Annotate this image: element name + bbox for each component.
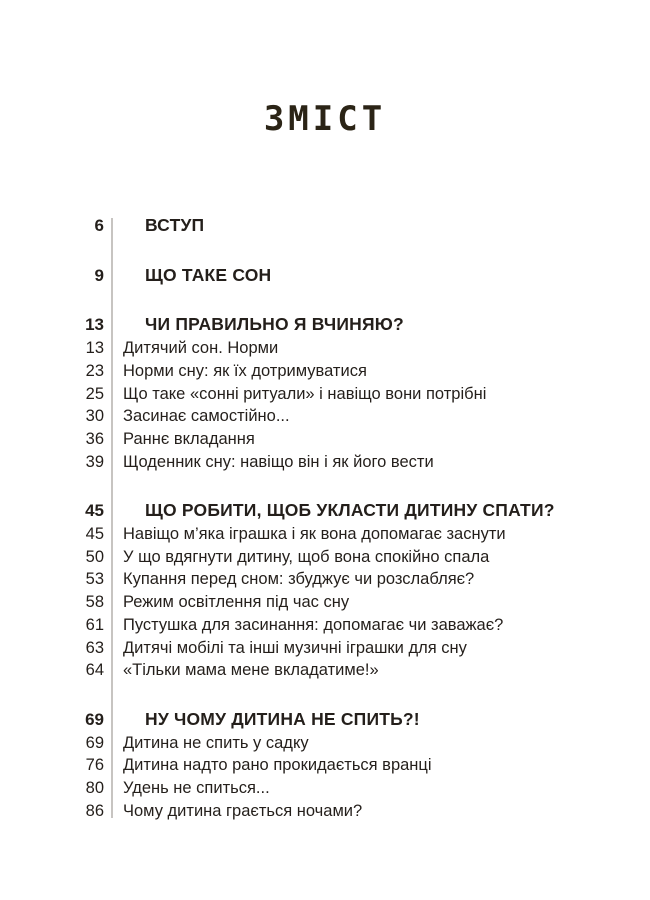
entry-title: Що таке «сонні ритуали» і навіщо вони потрібні xyxy=(123,384,487,403)
section-heading-row xyxy=(0,313,650,337)
toc-section xyxy=(0,264,650,288)
section-page-number: 45 xyxy=(85,501,104,521)
entry-title: Дитина не спить у садку xyxy=(123,733,309,752)
entry-page-number: 64 xyxy=(85,661,104,680)
toc-entry-row xyxy=(0,800,650,823)
entry-page-number: 61 xyxy=(85,615,104,634)
toc-entry-row xyxy=(0,337,650,360)
entry-page-number: 80 xyxy=(85,779,104,798)
section-title: ЧИ ПРАВИЛЬНО Я ВЧИНЯЮ? xyxy=(145,314,404,335)
entry-page-number: 76 xyxy=(85,756,104,775)
entry-page-number: 69 xyxy=(85,733,104,752)
entry-title: Удень не спиться... xyxy=(123,779,270,798)
toc-section xyxy=(0,499,650,682)
toc-entry-row xyxy=(0,732,650,755)
toc-entry-row xyxy=(0,591,650,614)
toc-entry-row xyxy=(0,428,650,451)
toc-entry-row xyxy=(0,523,650,546)
entry-title: Дитячий сон. Норми xyxy=(123,339,279,358)
entry-page-number: 23 xyxy=(85,361,104,380)
entry-page-number: 53 xyxy=(85,570,104,589)
section-page-number: 6 xyxy=(94,216,104,235)
toc-entry-row xyxy=(0,614,650,637)
entry-title: Засинає самостійно... xyxy=(123,407,290,426)
toc-entry-row xyxy=(0,360,650,383)
toc-entry-row xyxy=(0,568,650,591)
entry-title: У що вдягнути дитину, щоб вона спокійно спала xyxy=(123,547,490,566)
entry-page-number: 39 xyxy=(85,452,104,471)
entry-title: Режим освітлення під час сну xyxy=(123,593,350,612)
entry-title: Чому дитина грається ночами? xyxy=(123,801,363,820)
toc-entry-row xyxy=(0,546,650,569)
entry-title: Дитячі мобілі та інші музичні іграшки для сну xyxy=(123,638,467,657)
toc-section xyxy=(0,313,650,473)
entry-page-number: 45 xyxy=(85,525,104,544)
section-title: ЩО РОБИТИ, ЩОБ УКЛАСТИ ДИТИНУ СПАТИ? xyxy=(145,500,555,521)
toc-entry-row xyxy=(0,637,650,660)
section-page-number: 9 xyxy=(94,265,104,285)
entry-title: Норми сну: як їх дотримуватися xyxy=(123,361,367,380)
entry-title: Навіщо м’яка іграшка і як вона допомагає заснути xyxy=(123,525,506,544)
entry-page-number: 13 xyxy=(85,339,104,358)
toc-section xyxy=(0,214,650,238)
section-page-number: 69 xyxy=(85,709,104,729)
entry-page-number: 50 xyxy=(85,547,104,566)
entry-page-number: 63 xyxy=(85,638,104,657)
section-heading-row xyxy=(0,214,650,238)
entry-title: «Тільки мама мене вкладатиме!» xyxy=(123,661,379,680)
section-title: ВСТУП xyxy=(145,215,205,235)
toc-entry-row xyxy=(0,754,650,777)
toc-entry-row xyxy=(0,383,650,406)
toc-entry-row xyxy=(0,777,650,800)
section-heading-row xyxy=(0,264,650,288)
toc-entry-row xyxy=(0,405,650,428)
entry-title: Раннє вкладання xyxy=(123,429,255,448)
entry-title: Пустушка для засинання: допомагає чи заважає? xyxy=(123,615,504,634)
entry-page-number: 36 xyxy=(85,429,104,448)
entry-page-number: 30 xyxy=(85,407,104,426)
toc-entry-row xyxy=(0,659,650,682)
entry-title: Купання перед сном: збуджує чи розслабляє? xyxy=(123,570,475,589)
divider-line xyxy=(111,218,113,818)
entry-page-number: 86 xyxy=(85,801,104,820)
section-heading-row xyxy=(0,708,650,732)
entry-title: Щоденник сну: навіщо він і як його вести xyxy=(123,452,434,471)
toc-section xyxy=(0,708,650,823)
entry-page-number: 25 xyxy=(85,384,104,403)
toc-entry-row xyxy=(0,451,650,474)
section-page-number: 13 xyxy=(85,315,104,335)
section-title: НУ ЧОМУ ДИТИНА НЕ СПИТЬ?! xyxy=(145,708,420,729)
page-title: ЗМІСТ xyxy=(263,99,387,139)
entry-page-number: 58 xyxy=(85,593,104,612)
section-heading-row xyxy=(0,499,650,523)
toc-list xyxy=(0,214,650,822)
section-title: ЩО ТАКЕ СОН xyxy=(145,264,272,285)
entry-title: Дитина надто рано прокидається вранці xyxy=(123,756,432,775)
